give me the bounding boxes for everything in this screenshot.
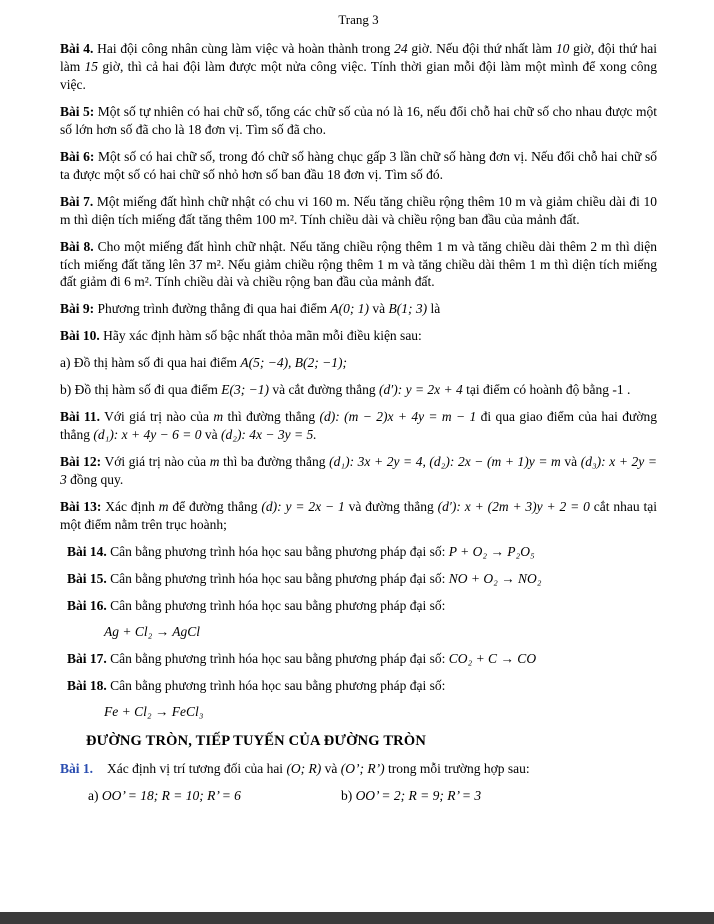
- text-run: để đường thẳng: [168, 499, 262, 515]
- text-run: b) Đồ thị hàm số đi qua điểm: [60, 382, 222, 398]
- paragraph: [60, 650, 657, 668]
- viewer-bottom-edge: [0, 912, 714, 924]
- paragraph: [60, 103, 657, 139]
- paragraph: [60, 543, 657, 561]
- paragraph: [60, 623, 657, 641]
- text-run: B(1; 3): [388, 301, 428, 317]
- paragraph: [60, 597, 657, 615]
- text-run: (d₃): x + 2y = 3: [60, 454, 657, 488]
- text-run: Với giá trị nào của: [101, 454, 210, 470]
- paragraph: [60, 327, 657, 345]
- problem-label: ĐƯỜNG TRÒN, TIẾP TUYẾN CỦA ĐƯỜNG TRÒN: [86, 732, 427, 749]
- text-run: Xác định: [101, 499, 159, 515]
- text-run: và: [560, 454, 581, 470]
- text-run: Cân bằng phương trình hóa học sau bằng phương pháp đại số:: [106, 597, 446, 613]
- paragraph: [60, 148, 657, 184]
- text-run: (d): (m − 2)x + 4y = m − 1: [319, 409, 477, 425]
- text-run: và: [369, 301, 389, 317]
- text-run: P + O₂ → P₂O₅: [448, 543, 535, 559]
- text-run: m: [213, 409, 224, 425]
- text-run: Cho một miếng đất hình chữ nhật. Nếu tăng chiều rộng thêm 1 m và tăng chiều dài thêm 2 m thì diện tích miếng đất tăng lên 37 m². Nếu giảm chiều rộng thêm 1 m và tăng chiều dài thêm 1 m thì diện tích miếng đất giảm đi 6 m². Tính chiều dài và chiều rộng ban đầu của mảnh đất.: [60, 238, 658, 290]
- paragraph: [60, 453, 657, 489]
- text-run: (d₂): 4x − 3y = 5.: [221, 427, 317, 443]
- text-run: (d₁): x + 4y − 6 = 0: [93, 427, 202, 443]
- paragraph: [60, 193, 657, 229]
- paragraph: [60, 408, 657, 444]
- text-run: Một số tự nhiên có hai chữ số, tổng các chữ số của nó là 16, nếu đổi chỗ hai chữ số cho nhau được một số lớn hơn số đã cho là 18 đơn vị. Tìm số đã cho.: [60, 103, 657, 137]
- text-run: (d′): x + (2m + 3)y + 2 = 0: [437, 499, 590, 515]
- text-run: A(0; 1): [330, 301, 370, 317]
- text-run: Xác định vị trí tương đối của hai: [107, 760, 287, 776]
- text-run: và: [321, 760, 341, 776]
- text-run: OO’ = 2; R = 9; R’ = 3: [355, 787, 482, 803]
- problem-label: Bài 4.: [60, 41, 94, 56]
- paragraph: [60, 381, 657, 399]
- text-run: Ag + Cl₂ → AgCl: [104, 623, 201, 639]
- paragraph: [60, 498, 657, 534]
- text-run: giờ, thì cả hai đội làm được một nửa công việc. Tính thời gian mỗi đội làm một mình để xong công việc.: [60, 58, 657, 92]
- text-run: 24: [394, 41, 408, 56]
- text-run: CO₂ + C → CO: [448, 650, 537, 666]
- paragraph: [60, 787, 657, 805]
- text-run: m: [209, 454, 220, 470]
- text-run: NO + O₂ → NO₂: [448, 570, 542, 586]
- text-run: Cân bằng phương trình hóa học sau bằng phương pháp đại số:: [106, 570, 449, 586]
- problem-label: Bài 11.: [60, 409, 101, 425]
- text-run: giờ. Nếu đội thứ nhất làm: [407, 41, 556, 56]
- problem-label: Bài 10.: [60, 328, 100, 344]
- paragraph: [60, 677, 657, 695]
- text-run: và: [201, 427, 221, 443]
- text-run: b): [340, 787, 356, 803]
- text-run: E(3; −1): [221, 382, 269, 398]
- text-run: (O; R): [286, 760, 322, 776]
- problem-label: Bài 18.: [67, 677, 107, 693]
- text-run: a): [88, 787, 102, 803]
- text-run: (d₁): 3x + 2y = 4, (d₂): 2x − (m + 1)y = m: [329, 454, 561, 470]
- text-run: đồng quy.: [66, 472, 124, 488]
- problem-label: Bài 14.: [67, 543, 107, 559]
- text-run: (d): y = 2x − 1: [261, 499, 345, 515]
- paragraph: [60, 354, 657, 372]
- problem-label: Bài 8.: [60, 238, 94, 254]
- paragraph: [60, 238, 657, 292]
- paragraph: [60, 40, 657, 94]
- problem-label: Bài 1.: [60, 760, 94, 776]
- text-run: Hãy xác định hàm số bậc nhất thỏa mãn mỗi điều kiện sau:: [99, 328, 422, 344]
- problem-label: Bài 5:: [60, 103, 95, 119]
- problem-label: Bài 6:: [60, 148, 95, 164]
- problem-label: Bài 17.: [67, 650, 107, 666]
- text-run: (O’; R’): [340, 760, 385, 776]
- text-run: Cân bằng phương trình hóa học sau bằng phương pháp đại số:: [106, 543, 449, 559]
- paragraph: [60, 570, 657, 588]
- text-run: là: [427, 301, 441, 317]
- document-body: [60, 40, 657, 805]
- text-run: tại điểm có hoành độ bằng -1 .: [462, 382, 631, 398]
- paragraph: [60, 703, 657, 721]
- paragraph: [60, 760, 657, 778]
- problem-label: Bài 9:: [60, 301, 95, 317]
- text-run: Một số có hai chữ số, trong đó chữ số hàng chục gấp 3 lần chữ số hàng đơn vị. Nếu đổi chỗ hai chữ số ta được một số có hai chữ số nhỏ hơn số ban đầu 18 đơn vị. Tìm số đó.: [60, 148, 657, 182]
- problem-label: Bài 13:: [60, 499, 102, 515]
- text-run: đi qua giao điểm của hai đường thẳng: [60, 409, 657, 443]
- problem-label: Bài 12:: [60, 454, 102, 470]
- text-run: 15: [84, 58, 99, 74]
- text-run: Fe + Cl₂ → FeCl₃: [104, 703, 204, 719]
- text-run: (d′): y = 2x + 4: [379, 382, 463, 398]
- text-run: Hai đội công nhân cùng làm việc và hoàn thành trong: [93, 41, 395, 56]
- text-run: thì đường thẳng: [223, 409, 320, 425]
- problem-label: Bài 7.: [60, 193, 94, 209]
- text-run: OO’ = 18; R = 10; R’ = 6: [101, 787, 241, 803]
- text-run: giờ, đội thứ hai làm: [60, 41, 658, 74]
- text-run: trong mỗi trường hợp sau:: [384, 760, 530, 776]
- text-run: 10: [555, 41, 570, 56]
- text-run: Cân bằng phương trình hóa học sau bằng phương pháp đại số:: [106, 677, 446, 693]
- paragraph: [60, 300, 657, 318]
- problem-label: Bài 15.: [67, 570, 107, 586]
- text-run: cắt nhau tại một điểm nằm trên trục hoành;: [60, 499, 657, 533]
- section-heading: [60, 732, 657, 751]
- text-run: và đường thẳng: [344, 499, 438, 515]
- problem-label: Bài 16.: [67, 597, 107, 613]
- text-run: Cân bằng phương trình hóa học sau bằng phương pháp đại số:: [106, 650, 449, 666]
- tab-spacer: [241, 799, 341, 800]
- text-run: m: [158, 499, 169, 515]
- page-number-header: Trang 3: [338, 12, 379, 27]
- text-run: Một miếng đất hình chữ nhật có chu vi 160 m. Nếu tăng chiều rộng thêm 10 m và giảm chiều dài đi 10 m thì diện tích miếng đất tăng thêm 100 m². Tính chiều dài và chiều rộng ban đầu của mảnh đất.: [60, 193, 657, 227]
- text-run: thì ba đường thẳng: [219, 454, 330, 470]
- text-run: Với giá trị nào của: [100, 409, 214, 425]
- tab-spacer: [93, 772, 107, 773]
- text-run: A(5; −4), B(2; −1);: [240, 355, 348, 371]
- text-run: và cắt đường thẳng: [268, 382, 380, 398]
- text-run: Phương trình đường thẳng đi qua hai điểm: [94, 301, 331, 317]
- text-run: a) Đồ thị hàm số đi qua hai điểm: [60, 355, 241, 371]
